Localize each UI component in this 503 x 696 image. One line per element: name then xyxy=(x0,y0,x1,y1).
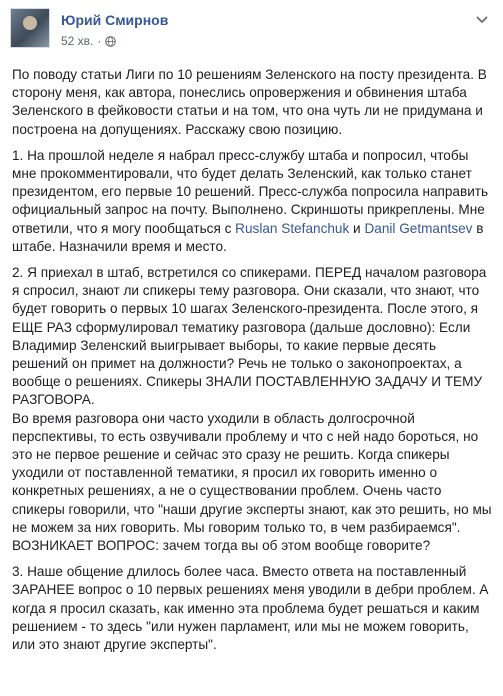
post-body xyxy=(12,66,494,662)
post-time[interactable]: 52 хв. xyxy=(61,34,94,48)
post-meta xyxy=(61,34,116,48)
meta-separator: · xyxy=(97,34,102,48)
paragraph-1-text-b: и xyxy=(349,220,365,236)
paragraph-2: 2. Я приехал в штаб, встретился со спикерами. ПЕРЕД началом разговора я спросил, знают ли спикеры тему разговора. Они сказали, что знают, что будет говорить о первых 10 шагах Зеленского-президента. После этого, я ЕЩЕ РАЗ сформулировал тематику разговора (дальше дословно): Если Владимир Зеленский выигрывает выборы, то какие первые десять решений он примет на должности? Речь не только о законопроектах, а вообще о решениях. Спикеры ЗНАЛИ ПОСТАВЛЕННУЮ ЗАДАЧУ И ТЕМУ РАЗГОВОРА. xyxy=(12,265,487,408)
globe-icon[interactable] xyxy=(105,36,116,47)
paragraph-intro: По поводу статьи Лиги по 10 решениям Зеленского на посту президента. В сторону меня, как автора, понеслись опровержения и обвинения штаба Зеленского в фейковости статьи и на том, что она чуть ли не придумана и построена на допущениях. Расскажу свою позицию. xyxy=(12,67,487,137)
avatar[interactable] xyxy=(10,8,50,48)
mention-danil-getmantsev[interactable]: Danil Getmantsev xyxy=(364,220,473,236)
paragraph-3: 3. Наше общение длилось более часа. Вместо ответа на поставленный ЗАРАНЕЕ вопрос о 10 первых решениях меня уводили в дебри проблем. А когда я просил сказать, как именно эта проблема будет решаться и каким решением - то здесь "или нужен парламент, или мы не можем говорить, или это знают другие эксперты". xyxy=(12,564,489,653)
post-header xyxy=(10,8,490,54)
author-name[interactable]: Юрий Смирнов xyxy=(61,12,169,28)
paragraph-1 xyxy=(12,147,494,256)
paragraph-1-text-a: 1. На прошлой неделе я набрал пресс-службу штаба и попросил, чтобы мне прокомментировали, что будет делать Зеленский, как только станет президентом, его первые 10 решений. Пресс-служба попросила направить официальный запрос на почту. Выполнено. Скриншоты прикреплены. Мне ответили, что я могу пообщаться с xyxy=(12,147,489,236)
chevron-down-icon[interactable] xyxy=(474,12,490,28)
mention-ruslan-stefanchuk[interactable]: Ruslan Stefanchuk xyxy=(235,220,350,236)
paragraph-1-text-c: в штабе. Назначили время и место. xyxy=(12,220,484,254)
paragraph-2-continued: Во время разговора они часто уходили в область долгосрочной перспективы, то есть озвучивали проблему и что с ней надо бороться, но это не первое решение и сейчас это сразу не решить. Когда спикеры уходили от поставленной тематики, я просил их говорить именно о конкретных решениях, а не о существовании проблем. Очень часто спикеры говорили, что "наши другие эксперты знают, как это решить, но мы не можем за них говорить. Мы говорим только то, в чем разбираемся". ВОЗНИКАЕТ ВОПРОС: зачем тогда вы об этом вообще говорите? xyxy=(12,410,492,554)
